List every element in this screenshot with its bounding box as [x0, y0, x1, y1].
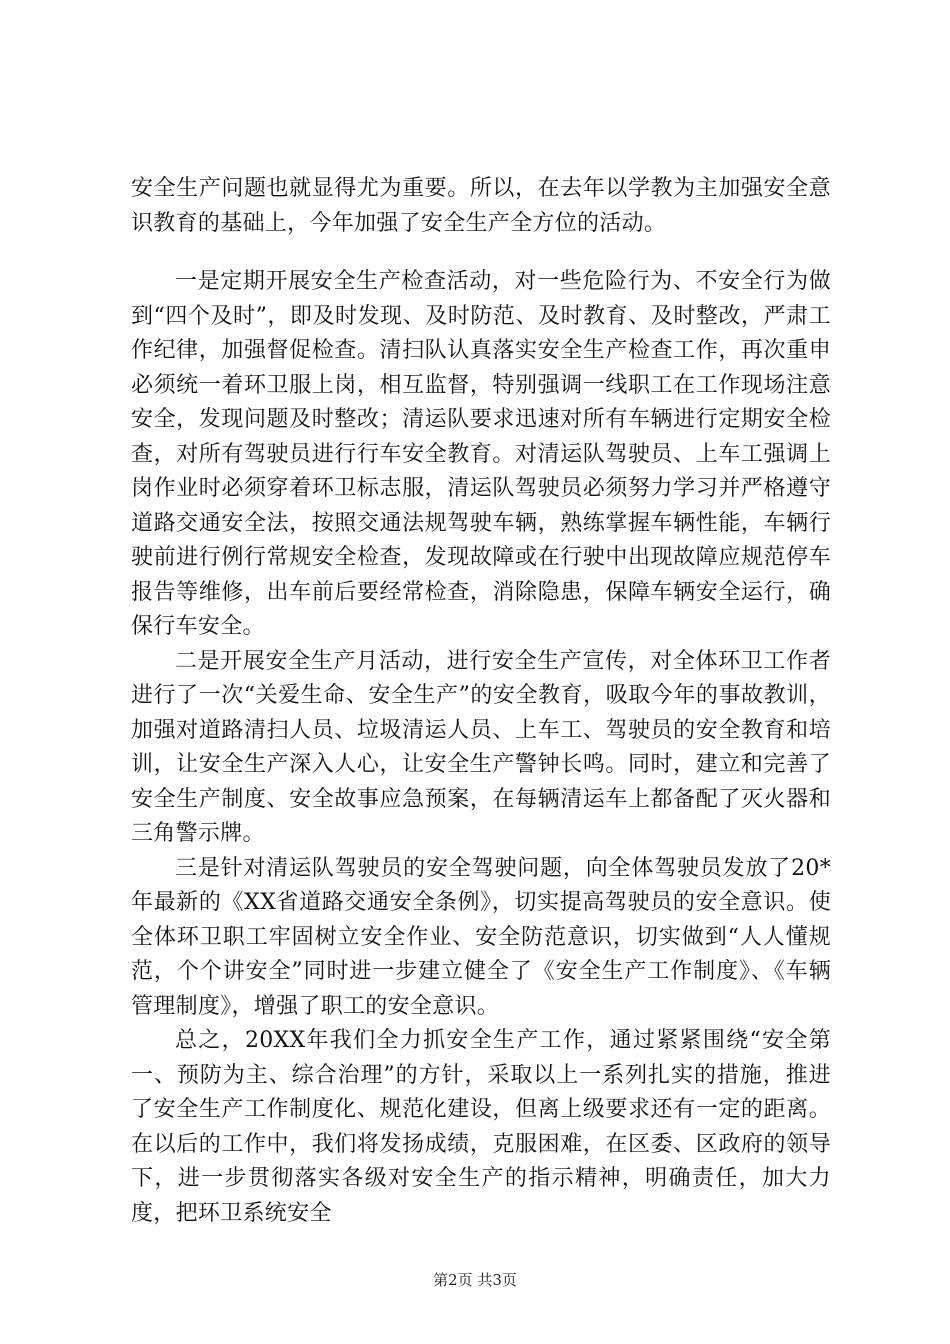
paragraph-summary: 总之，20XX年我们全力抓安全生产工作，通过紧紧围绕“安全第一、预防为主、综合治理”的方针，采取以上一系列扎实的措施，推进了安全生产工作制度化、规范化建设，但离上级要求还有一定的距离。在以后的工作中，我们将发扬成绩，克服困难，在区委、区政府的领导下，进一步贯彻落实各级对安全生产的指示精神，明确责任，加大力度，把环卫系统安全 — [131, 1028, 831, 1226]
document-body — [131, 172, 831, 1231]
page-number-label: 第2页 共3页 — [433, 1271, 517, 1289]
paragraph-continuation: 安全生产问题也就显得尤为重要。所以，在去年以学教为主加强安全意识教育的基础上，今年加强了安全生产全方位的活动。 — [131, 176, 831, 236]
paragraph-item-two: 二是开展安全生产月活动，进行安全生产宣传，对全体环卫工作者进行了一次“关爱生命、安全生产”的安全教育，吸取今年的事故教训，加强对道路清扫人员、垃圾清运人员、上车工、驾驶员的安全教育和培训，让安全生产深入人心，让安全生产警钟长鸣。同时，建立和完善了安全生产制度、安全故事应急预案，在每辆清运车上都备配了灭火器和三角警示牌。 — [131, 648, 831, 846]
paragraph-item-three: 三是针对清运队驾驶员的安全驾驶问题，向全体驾驶员发放了20*年最新的《XX省道路交通安全条例》，切实提高驾驶员的安全意识。使全体环卫职工牢固树立安全作业、安全防范意识，切实做到“人人懂规范，个个讲安全”同时进一步建立健全了《安全生产工作制度》、《车辆管理制度》，增强了职工的安全意识。 — [131, 855, 831, 1019]
paragraph-item-one: 一是定期开展安全生产检查活动，对一些危险行为、不安全行为做到“四个及时”，即及时发现、及时防范、及时教育、及时整改，严肃工作纪律，加强督促检查。清扫队认真落实安全生产检查工作，再次重申必须统一着环卫服上岗，相互监督，特别强调一线职工在工作现场注意安全，发现问题及时整改；清运队要求迅速对所有车辆进行定期安全检查，对所有驾驶员进行行车安全教育。对清运队驾驶员、上车工强调上岗作业时必须穿着环卫标志服，清运队驾驶员必须努力学习并严格遵守道路交通安全法，按照交通法规驾驶车辆，熟练掌握车辆性能，车辆行驶前进行例行常规安全检查，发现故障或在行驶中出现故障应规范停车报告等维修，出车前后要经常检查，消除隐患，保障车辆安全运行，确保行车安全。 — [131, 269, 831, 639]
page-footer — [0, 1270, 950, 1290]
